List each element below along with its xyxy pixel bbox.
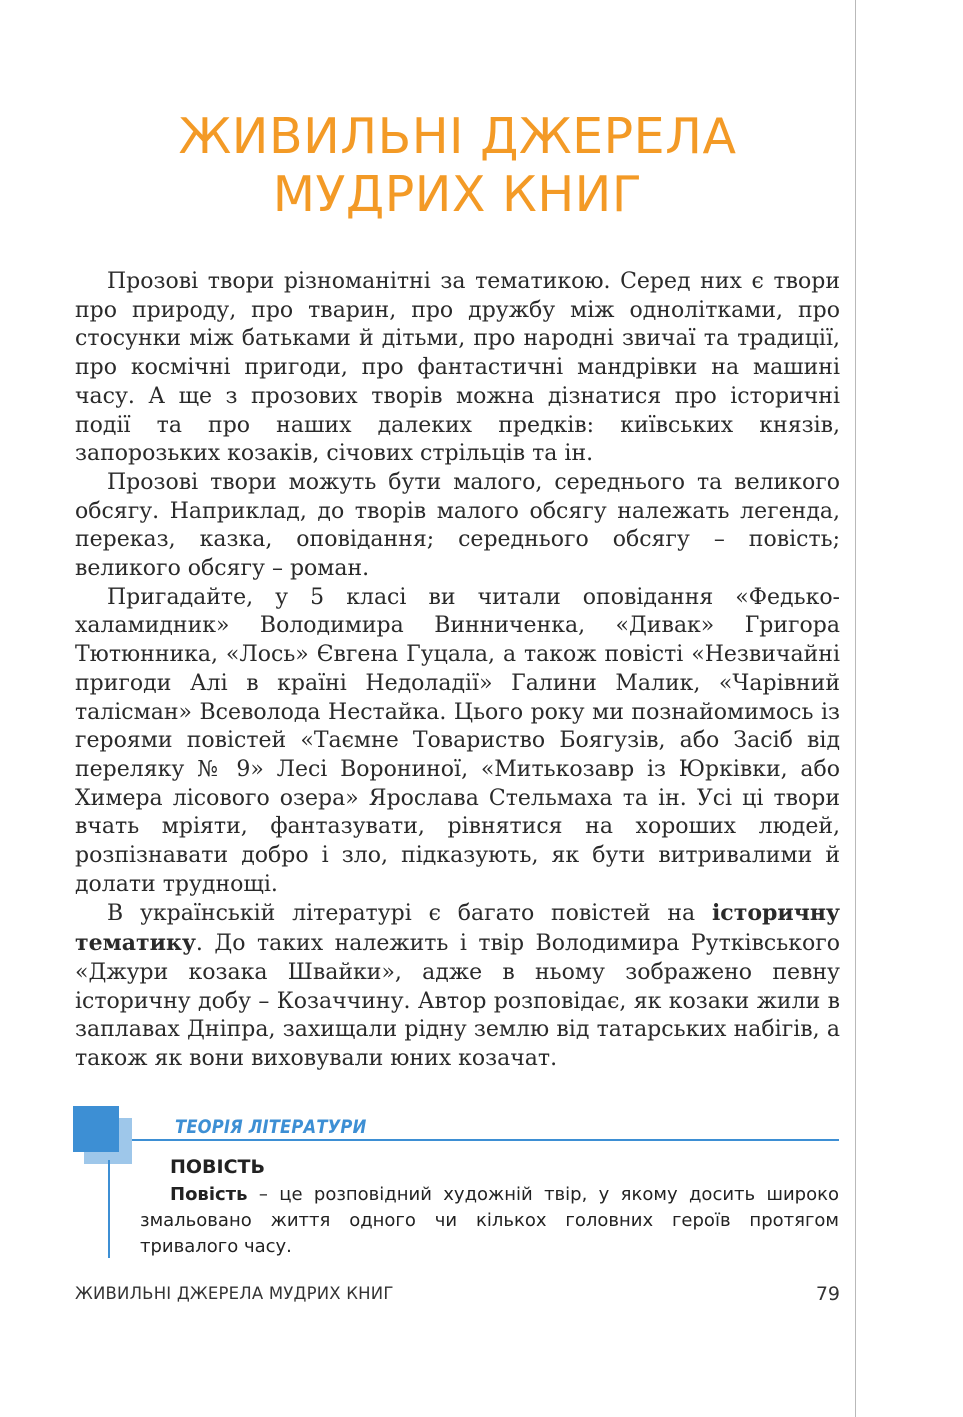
term-definition-bold: Повість (170, 1184, 248, 1205)
term-definition (140, 1182, 839, 1260)
theory-header-line (132, 1139, 839, 1141)
page-title-line1: ЖИВИЛЬНІ ДЖЕРЕЛА (178, 108, 737, 165)
page-title-line2: МУДРИХ КНИГ (272, 166, 643, 223)
paragraph-1: Прозові твори різноманітні за тематикою. Серед них є твори про природу, про тварин, про дружбу між однолітками, про стосунки між батьками й дітьми, про народні звичаї та традиції, про космічні пригоди, про фантастичні мандрівки на машині часу. А ще з прозових творів можна дізнатися про історичні події та про наших далеких предків: київських князів, запорозьких козаків, січових стрільців та ін. (75, 269, 840, 467)
theory-square-dark (73, 1106, 119, 1152)
paragraph-4-end: . До таких належить і твір Володимира Рутківського «Джури козака Швайки», адже в ньому зображено певну історичну добу – Козаччину. Автор розповідає, як козаки жили в заплавах Дніпра, захищали рідну землю від татарських набігів, а також як вони виховували юних козачат. (75, 931, 840, 1071)
paragraph-4 (75, 899, 840, 1073)
running-title: ЖИВИЛЬНІ ДЖЕРЕЛА МУДРИХ КНИГ (75, 1284, 394, 1303)
page-number: 79 (815, 1283, 840, 1305)
theory-side-line (108, 1160, 110, 1258)
paragraph-2: Прозові твори можуть бути малого, середнього та великого обсягу. Наприклад, до творів малого обсягу належать легенда, переказ, казка, оповідання; середнього обсягу – повість; великого обсягу – роман. (75, 469, 840, 582)
paragraph-3: Пригадайте, у 5 класі ви читали оповідання «Федько-халамидник» Володимира Винниченка, «Дивак» Григора Тютюнника, «Лось» Євгена Гуцала, а також повісті «Незвичайні пригоди Алі в країні Недоладії» Галини Малик, «Чарівний талісман» Всеволода Нестайка. Цього року ми познайомимось із героями повістей «Таємне Товариство Боягузів, або Засіб від переляку № 9» Лесі Ворониної, «Митькозавр із Юрківки, або Химера лісового озера» Ярослава Стельмаха та ін. Усі ці твори вчать мріяти, фантазувати, рівнятися на хороших людей, розпізнавати добро і зло, підказують, як бути витривалими й долати труднощі. (75, 584, 840, 897)
paragraph-4-start: В українській літературі є багато повістей на (107, 901, 712, 927)
page-title (75, 108, 840, 224)
body-text (75, 268, 840, 1074)
page-edge-rule (855, 0, 856, 1417)
paragraph-4-emphasis: історичну тематику (75, 900, 840, 957)
term-title: ПОВІСТЬ (170, 1156, 265, 1178)
term-definition-text: – це розповідний художній твір, у якому досить широко змальовано життя одного чи кількох головних героїв протягом тривалого часу. (140, 1184, 839, 1257)
theory-label: ТЕОРІЯ ЛІТЕРАТУРИ (175, 1116, 367, 1138)
